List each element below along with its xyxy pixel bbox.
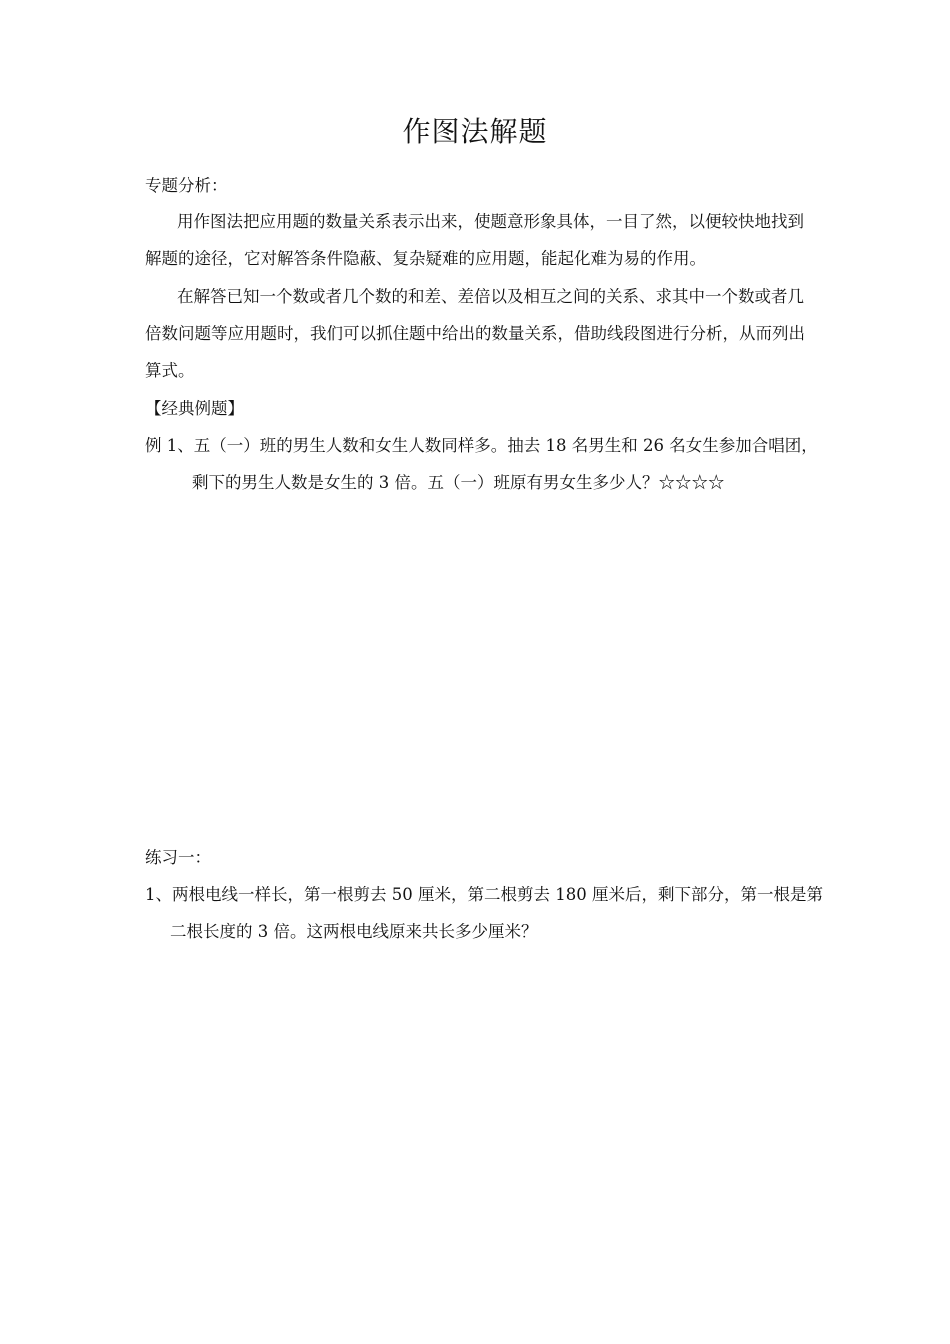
paragraph-line: 在解答已知一个数或者几个数的和差、差倍以及相互之间的关系、求其中一个数或者几 [177, 287, 804, 306]
exercise-heading: 练习一： [145, 848, 211, 867]
example-line: 剩下的男生人数是女生的 3 倍。五（一）班原有男女生多少人？☆☆☆☆ [192, 473, 725, 492]
page-title: 作图法解题 [402, 115, 548, 148]
example-line: 例 1、五（一）班的男生人数和女生人数同样多。抽去 18 名男生和 26 名女生参加合唱团， [145, 436, 818, 455]
paragraph-line: 解题的途径，它对解答条件隐蔽、复杂疑难的应用题，能起化难为易的作用。 [145, 249, 706, 268]
examples-heading: 【经典例题】 [145, 399, 244, 418]
analysis-heading: 专题分析： [145, 176, 228, 195]
paragraph-line: 用作图法把应用题的数量关系表示出来，使题意形象具体，一目了然，以便较快地找到 [177, 212, 804, 231]
exercise-line: 1、两根电线一样长，第一根剪去 50 厘米，第二根剪去 180 厘米后，剩下部分，第一根是第 [145, 885, 823, 904]
paragraph-line: 算式。 [145, 361, 195, 380]
exercise-line: 二根长度的 3 倍。这两根电线原来共长多少厘米？ [170, 922, 538, 941]
paragraph-line: 倍数问题等应用题时，我们可以抓住题中给出的数量关系，借助线段图进行分析，从而列出 [145, 324, 805, 343]
